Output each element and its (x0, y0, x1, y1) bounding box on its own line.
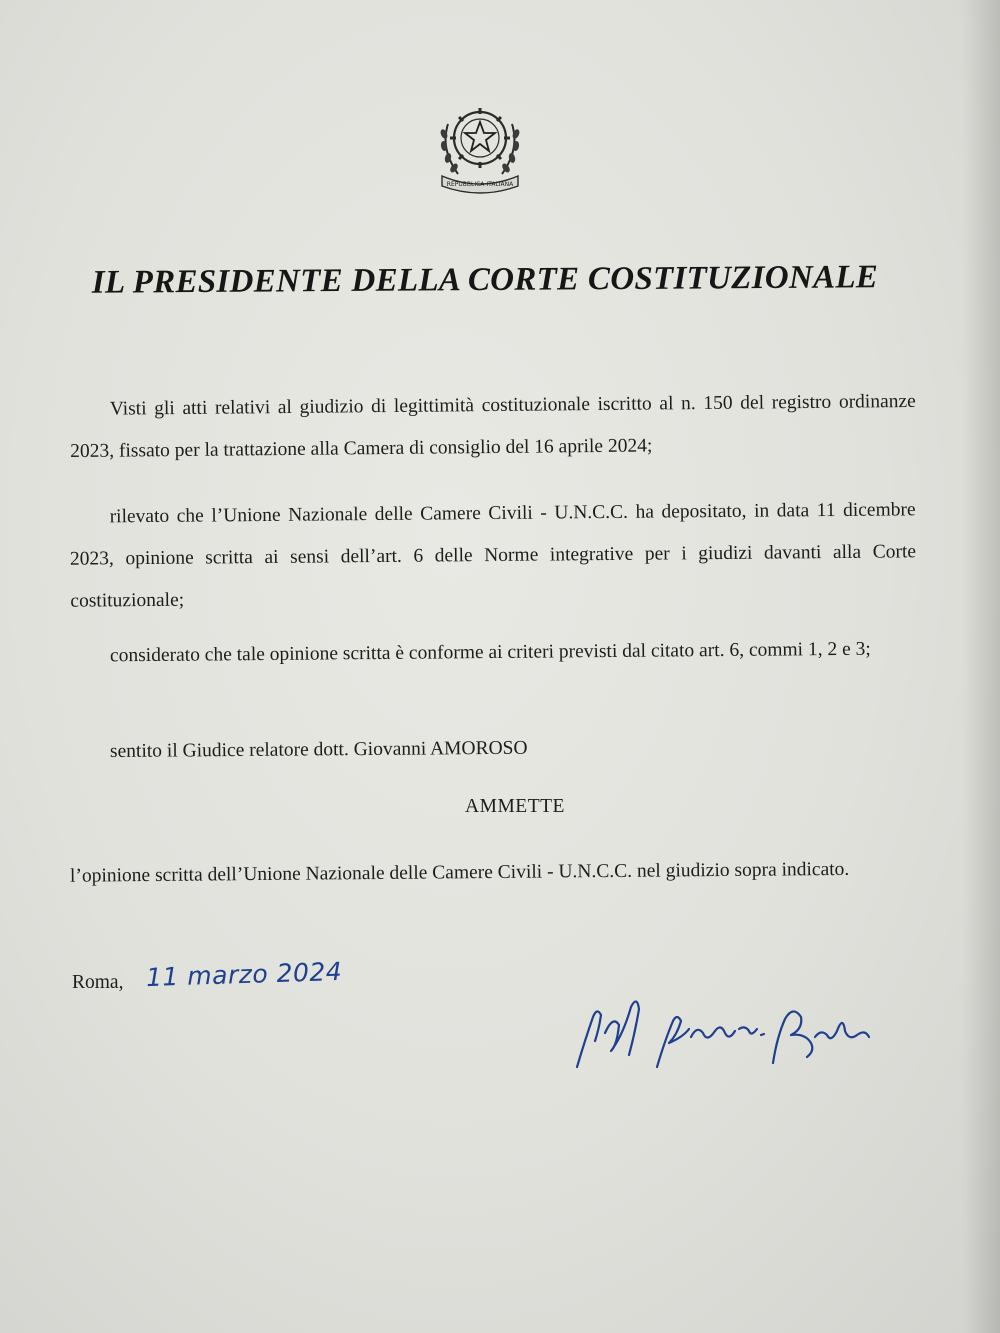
emblem-ribbon-text: REPUBBLICA ITALIANA (446, 181, 514, 188)
handwritten-date: 11 marzo 2024 (145, 956, 343, 993)
paragraph-visti: Visti gli atti relativi al giudizio di legittimità costituzionale iscritto al n. 150 del registro ordinanze 2023, fissato per la trattazione alla Camera di consiglio del 16 aprile 2024; (70, 390, 916, 463)
handwritten-signature-icon (565, 985, 875, 1080)
paragraph-considerato: considerato che tale opinione scritta è conforme ai criteri previsti dal citato art. 6, commi 1, 2 e 3; (109, 638, 871, 667)
page-edge-shadow (962, 0, 1000, 1333)
italian-republic-emblem-icon (432, 94, 528, 196)
paragraph-sentito: sentito il Giudice relatore dott. Giovanni AMOROSO (109, 737, 528, 763)
page-title: IL PRESIDENTE DELLA CORTE COSTITUZIONALE (91, 259, 879, 301)
decision-heading: AMMETTE (465, 796, 565, 817)
place-label: Roma, (72, 972, 124, 993)
paragraph-rilevato: rilevato che l’Unione Nazionale delle Camere Civili - U.N.C.C. ha depositato, in data 11 dicembre 2023, opinione scritta ai sensi dell’art. 6 delle Norme integrative per i giudizi davanti alla Corte costituzionale; (69, 499, 917, 612)
paragraph-conclusion: l’opinione scritta dell’Unione Nazionale delle Camere Civili - U.N.C.C. nel giudizio sopra indicato. (69, 858, 850, 887)
place-date-line (72, 956, 472, 1006)
